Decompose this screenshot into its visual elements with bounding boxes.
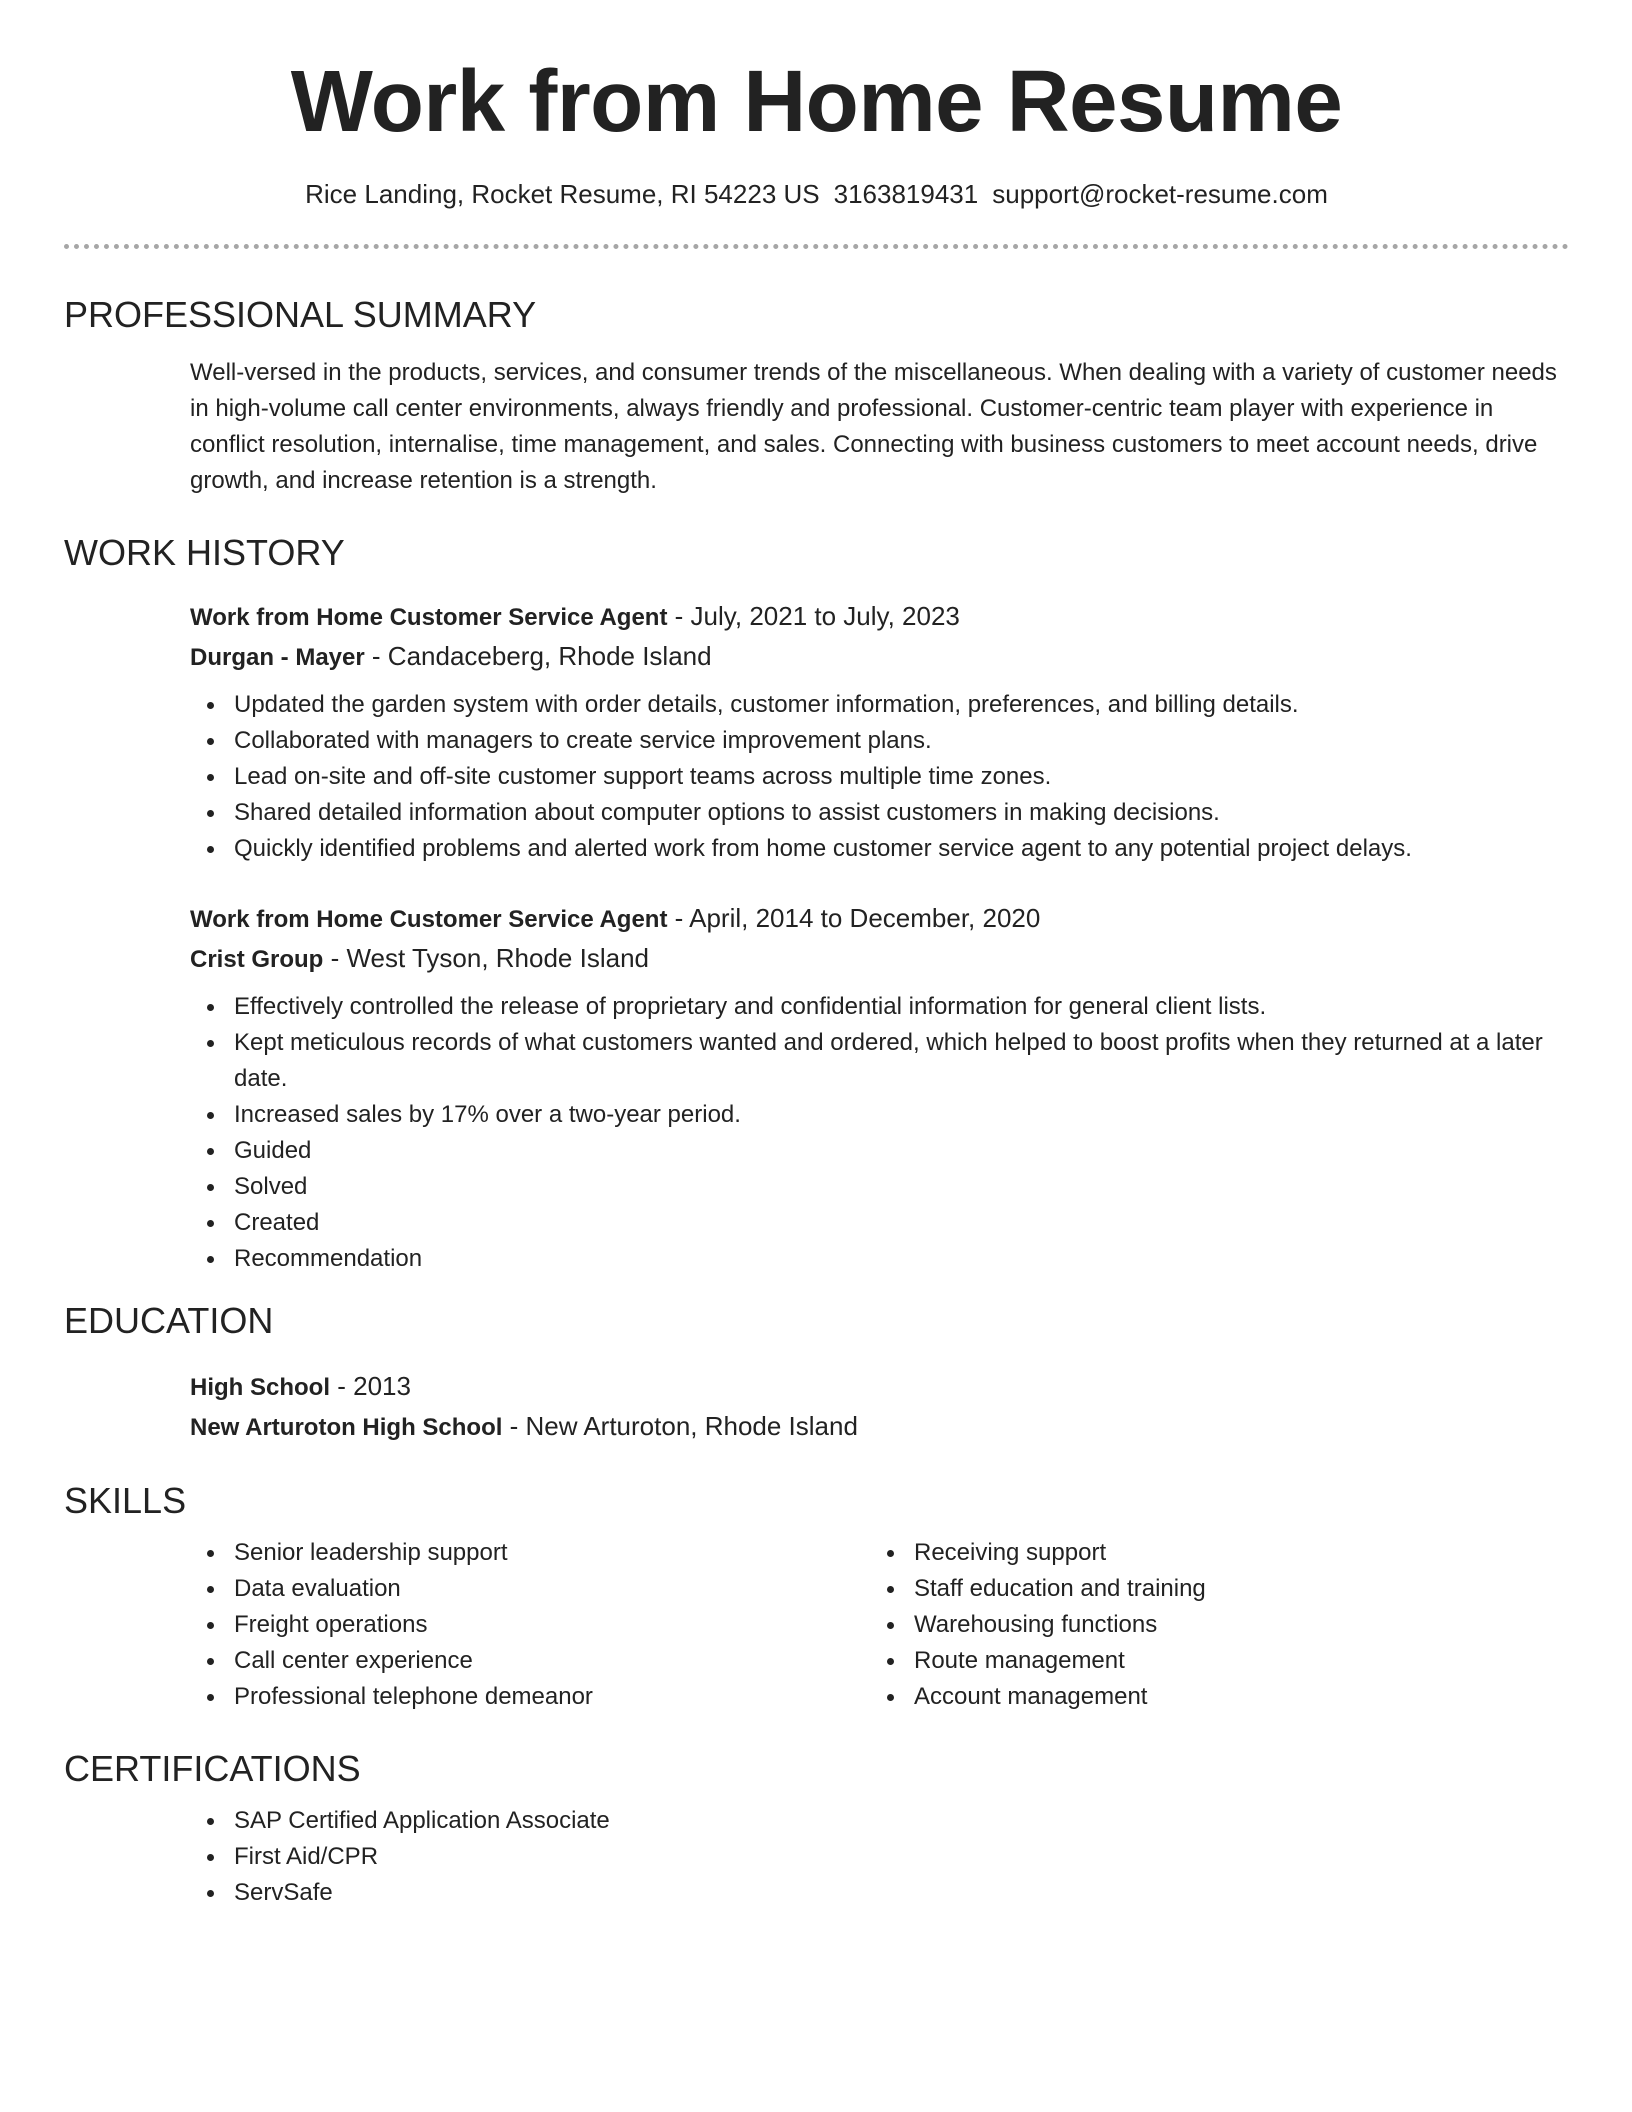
summary-section (64, 355, 1569, 499)
summary-text: Well-versed in the products, services, and consumer trends of the miscellaneous. When dealing with a variety of customer needs in high-volume call center environments, always friendly and professional. Customer-centric team player with experience in conflict resolution, internalise, time management, and sales. Connecting with business customers to meet account needs, drive growth, and increase retention is a strength. (190, 359, 1557, 494)
job-bullet: Quickly identified problems and alerted work from home customer service agent to any potential project delays. (234, 831, 1569, 867)
job-bullet: Created (234, 1205, 1569, 1241)
skills-columns (190, 1535, 1569, 1715)
skill-item: Account management (914, 1679, 1474, 1715)
job-bullet: Increased sales by 17% over a two-year period. (234, 1097, 1569, 1133)
job-title-line (190, 899, 1569, 939)
skill-item: Receiving support (914, 1535, 1474, 1571)
job-bullet: Updated the garden system with order details, customer information, preferences, and billing details. (234, 687, 1569, 723)
education-degree: High School (190, 1374, 330, 1401)
job-bullets (190, 687, 1569, 867)
job-location: - Candaceberg, Rhode Island (364, 641, 712, 671)
job-dates: - July, 2021 to July, 2023 (667, 601, 960, 631)
job-location: - West Tyson, Rhode Island (323, 943, 649, 973)
skill-item: Data evaluation (234, 1571, 870, 1607)
certification-item: First Aid/CPR (234, 1839, 1569, 1875)
certifications-list (190, 1803, 1569, 1911)
certifications-section (64, 1803, 1569, 1911)
job-title: Work from Home Customer Service Agent (190, 604, 668, 631)
resume-page (64, 0, 1569, 1911)
job-bullet: Collaborated with managers to create service improvement plans. (234, 723, 1569, 759)
skills-heading: SKILLS (64, 1480, 187, 1521)
resume-title: Work from Home Resume (290, 53, 1343, 150)
job-company: Crist Group (190, 946, 324, 973)
contact-line (64, 178, 1569, 210)
job-bullet: Lead on-site and off-site customer support teams across multiple time zones. (234, 759, 1569, 795)
skill-item: Route management (914, 1643, 1474, 1679)
job-bullet: Shared detailed information about computer options to assist customers in making decisions. (234, 795, 1569, 831)
education-school-line (190, 1407, 1569, 1447)
job-title-line (190, 597, 1569, 637)
job-bullets (190, 989, 1569, 1277)
work-history-heading: WORK HISTORY (64, 532, 345, 573)
education-section (64, 1367, 1569, 1447)
job-company-line (190, 939, 1569, 979)
job-entry (190, 899, 1569, 1277)
skill-item: Freight operations (234, 1607, 870, 1643)
skill-item: Warehousing functions (914, 1607, 1474, 1643)
education-location: - New Arturoton, Rhode Island (502, 1411, 858, 1441)
job-entry (190, 597, 1569, 867)
contact-address: Rice Landing, Rocket Resume, RI 54223 US (305, 179, 820, 209)
job-bullet: Kept meticulous records of what customers wanted and ordered, which helped to boost profits when they returned at a later date. (234, 1025, 1569, 1097)
job-company-line (190, 637, 1569, 677)
education-heading: EDUCATION (64, 1300, 274, 1341)
skills-section (64, 1535, 1569, 1715)
job-title: Work from Home Customer Service Agent (190, 906, 668, 933)
education-school: New Arturoton High School (190, 1414, 503, 1441)
certification-item: ServSafe (234, 1875, 1569, 1911)
job-bullet: Recommendation (234, 1241, 1569, 1277)
certification-item: SAP Certified Application Associate (234, 1803, 1569, 1839)
skill-item: Senior leadership support (234, 1535, 870, 1571)
skill-item: Staff education and training (914, 1571, 1474, 1607)
skills-list-right (870, 1535, 1474, 1715)
job-dates: - April, 2014 to December, 2020 (667, 903, 1041, 933)
skill-item: Professional telephone demeanor (234, 1679, 870, 1715)
job-company: Durgan - Mayer (190, 644, 365, 671)
work-history-section (64, 597, 1569, 1277)
education-year: - 2013 (330, 1371, 411, 1401)
header-divider (64, 244, 1569, 249)
education-degree-line (190, 1367, 1569, 1407)
job-bullet: Guided (234, 1133, 1569, 1169)
contact-email: support@rocket-resume.com (992, 179, 1328, 209)
contact-phone: 3163819431 (833, 179, 979, 209)
skill-item: Call center experience (234, 1643, 870, 1679)
job-bullet: Effectively controlled the release of proprietary and confidential information for general client lists. (234, 989, 1569, 1025)
job-bullet: Solved (234, 1169, 1569, 1205)
certifications-heading: CERTIFICATIONS (64, 1748, 361, 1789)
summary-heading: PROFESSIONAL SUMMARY (64, 294, 537, 335)
skills-list-left (190, 1535, 870, 1715)
